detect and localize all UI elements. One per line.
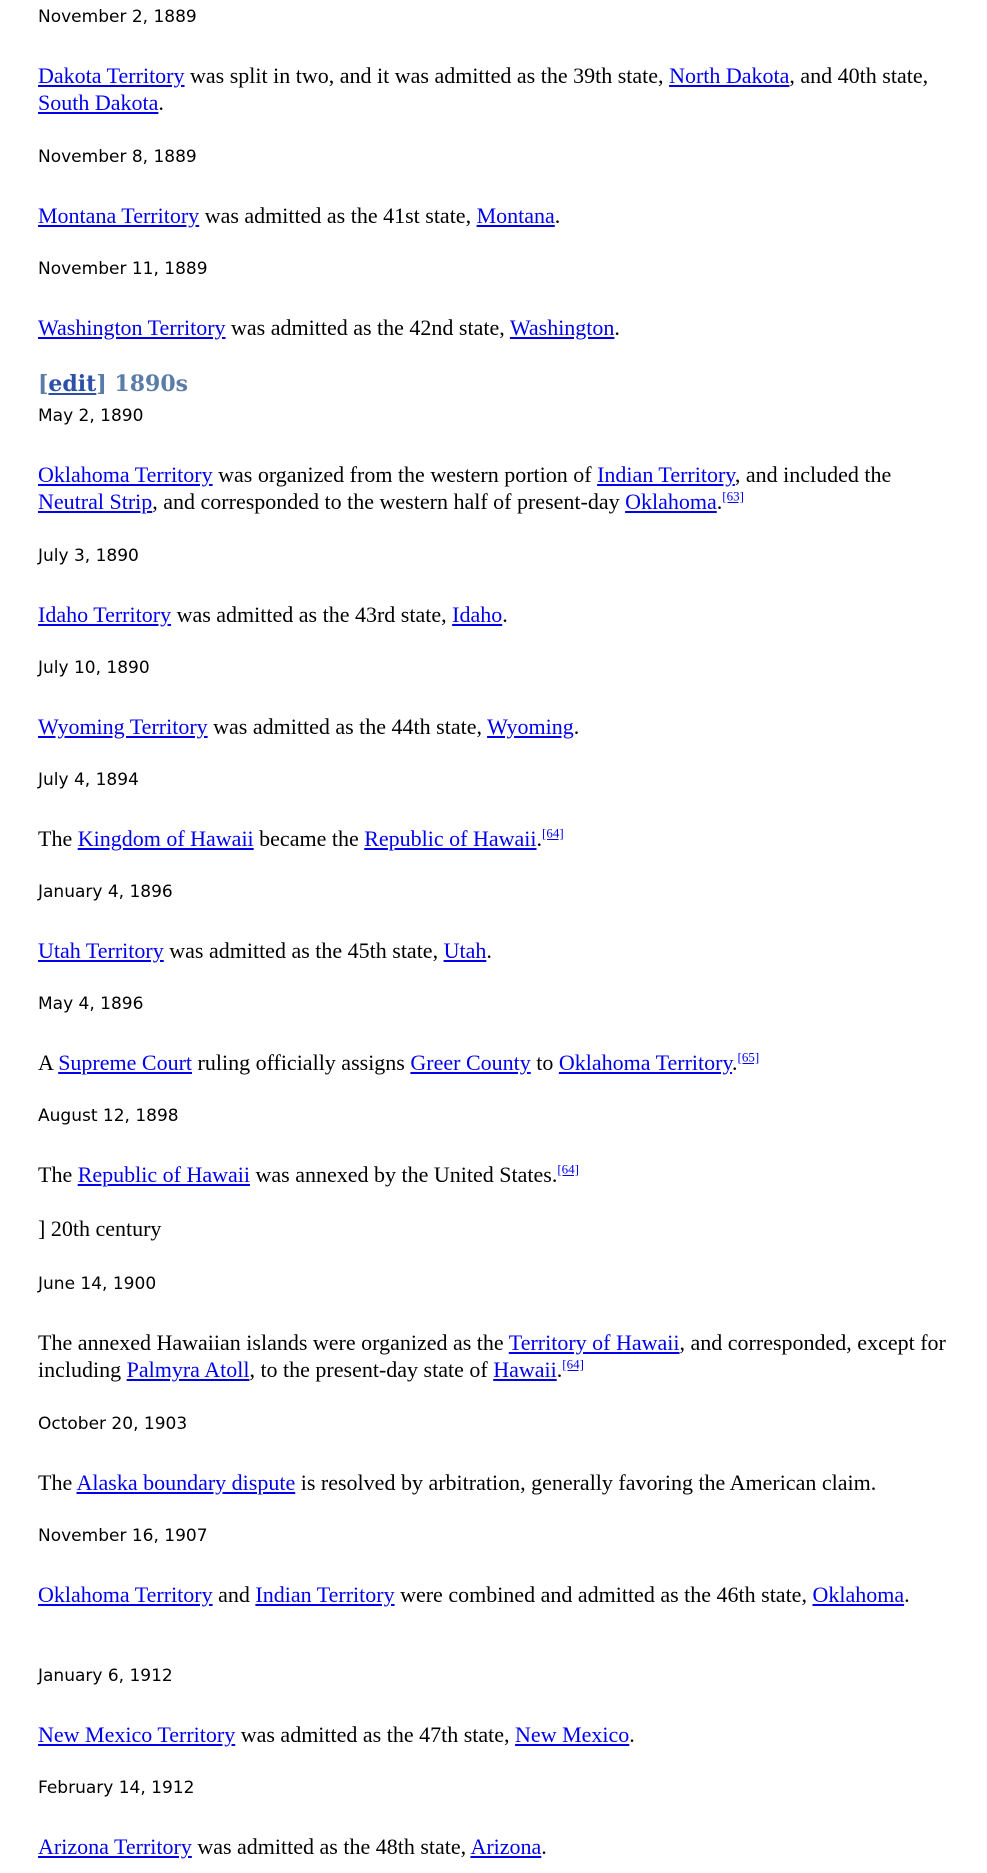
link-oklahoma[interactable]: Oklahoma (625, 489, 717, 514)
entry-text: The Kingdom of Hawaii became the Republic of Hawaii.[64] (38, 825, 564, 851)
entry-date: July 4, 1894 (38, 770, 139, 790)
entry-text: A Supreme Court ruling officially assigns Greer County to Oklahoma Territory.[65] (38, 1049, 760, 1075)
link-republic-of-hawaii[interactable]: Republic of Hawaii (77, 1162, 250, 1187)
entry-text: The annexed Hawaiian islands were organized as the Territory of Hawaii, and corresponded, except for including Palmyra Atoll, to the present-day state of Hawaii.[64] (38, 1330, 946, 1382)
entry-text: New Mexico Territory was admitted as the 47th state, New Mexico. (38, 1722, 635, 1747)
link-indian-territory[interactable]: Indian Territory (255, 1582, 395, 1607)
entry-date: May 4, 1896 (38, 994, 144, 1014)
entry-date: August 12, 1898 (38, 1106, 179, 1126)
section-heading-20th-century: ] 20th century (38, 1216, 162, 1241)
entry-text: Wyoming Territory was admitted as the 44th state, Wyoming. (38, 714, 580, 739)
edit-link[interactable]: edit (48, 371, 97, 397)
entry-date: July 3, 1890 (38, 546, 139, 566)
entry-date: November 16, 1907 (38, 1526, 208, 1546)
reference-link[interactable]: [64] (542, 825, 564, 841)
reference-link[interactable]: [64] (562, 1356, 584, 1372)
link-wyoming-territory[interactable]: Wyoming Territory (38, 714, 208, 739)
entry-text: Dakota Territory was split in two, and it was admitted as the 39th state, North Dakota, and 40th state, South Dakota. (38, 63, 929, 115)
link-north-dakota[interactable]: North Dakota (669, 63, 790, 88)
link-territory-of-hawaii[interactable]: Territory of Hawaii (508, 1330, 680, 1355)
link-neutral-strip[interactable]: Neutral Strip (38, 489, 153, 514)
entry-date: February 14, 1912 (38, 1778, 195, 1798)
link-oklahoma[interactable]: Oklahoma (812, 1582, 905, 1607)
section-heading-1890s: [edit] 1890s (38, 371, 189, 397)
reference-link[interactable]: [65] (737, 1049, 760, 1065)
entry-date: November 2, 1889 (38, 7, 197, 27)
entry-date: October 20, 1903 (38, 1414, 188, 1434)
link-oklahoma-territory[interactable]: Oklahoma Territory (38, 462, 213, 487)
link-utah[interactable]: Utah (443, 938, 487, 963)
link-supreme-court[interactable]: Supreme Court (58, 1050, 193, 1075)
link-kingdom-of-hawaii[interactable]: Kingdom of Hawaii (77, 826, 254, 851)
link-alaska-boundary-dispute[interactable]: Alaska boundary dispute (76, 1470, 296, 1495)
link-new-mexico-territory[interactable]: New Mexico Territory (38, 1722, 236, 1747)
link-arizona[interactable]: Arizona (470, 1834, 542, 1859)
reference-link[interactable]: [63] (722, 488, 744, 504)
link-montana[interactable]: Montana (476, 203, 555, 228)
entry-date: January 6, 1912 (38, 1666, 173, 1686)
entry-date: January 4, 1896 (38, 882, 173, 902)
entry-text: Idaho Territory was admitted as the 43rd state, Idaho. (38, 602, 508, 627)
entry-text: Oklahoma Territory and Indian Territory were combined and admitted as the 46th state, Oklahoma. (38, 1582, 910, 1607)
entry-text: Utah Territory was admitted as the 45th state, Utah. (38, 938, 492, 963)
entry-date: May 2, 1890 (38, 406, 144, 426)
entry-text: The Republic of Hawaii was annexed by the United States.[64] (38, 1161, 579, 1187)
entry-date: June 14, 1900 (38, 1274, 157, 1294)
link-indian-territory[interactable]: Indian Territory (597, 462, 735, 487)
entry-date: July 10, 1890 (38, 658, 150, 678)
link-washington[interactable]: Washington (509, 315, 615, 340)
link-greer-county[interactable]: Greer County (410, 1050, 531, 1075)
entry-date: November 11, 1889 (38, 259, 208, 279)
link-oklahoma-territory[interactable]: Oklahoma Territory (558, 1050, 733, 1075)
link-idaho[interactable]: Idaho (452, 602, 503, 627)
entry-text: Oklahoma Territory was organized from the western portion of Indian Territory, and included the Neutral Strip, and corresponded to the western half of present-day Oklahoma.[63] (38, 462, 892, 514)
link-republic-of-hawaii[interactable]: Republic of Hawaii (364, 826, 537, 851)
link-utah-territory[interactable]: Utah Territory (38, 938, 164, 963)
link-hawaii[interactable]: Hawaii (493, 1357, 557, 1382)
link-palmyra-atoll[interactable]: Palmyra Atoll (126, 1357, 250, 1382)
entry-text: Montana Territory was admitted as the 41st state, Montana. (38, 203, 561, 228)
reference-link[interactable]: [64] (557, 1161, 579, 1177)
entry-text: Washington Territory was admitted as the 42nd state, Washington. (38, 315, 620, 340)
entry-text: The Alaska boundary dispute is resolved by arbitration, generally favoring the American claim. (38, 1470, 877, 1495)
link-south-dakota[interactable]: South Dakota (38, 90, 159, 115)
entry-date: November 8, 1889 (38, 147, 197, 167)
link-wyoming[interactable]: Wyoming (487, 714, 574, 739)
link-oklahoma-territory[interactable]: Oklahoma Territory (38, 1582, 213, 1607)
link-idaho-territory[interactable]: Idaho Territory (38, 602, 172, 627)
link-new-mexico[interactable]: New Mexico (515, 1722, 630, 1747)
link-arizona-territory[interactable]: Arizona Territory (38, 1834, 192, 1859)
entry-text: Arizona Territory was admitted as the 48th state, Arizona. (38, 1834, 547, 1859)
link-dakota-territory[interactable]: Dakota Territory (38, 63, 185, 88)
link-montana-territory[interactable]: Montana Territory (38, 203, 200, 228)
link-washington-territory[interactable]: Washington Territory (38, 315, 226, 340)
